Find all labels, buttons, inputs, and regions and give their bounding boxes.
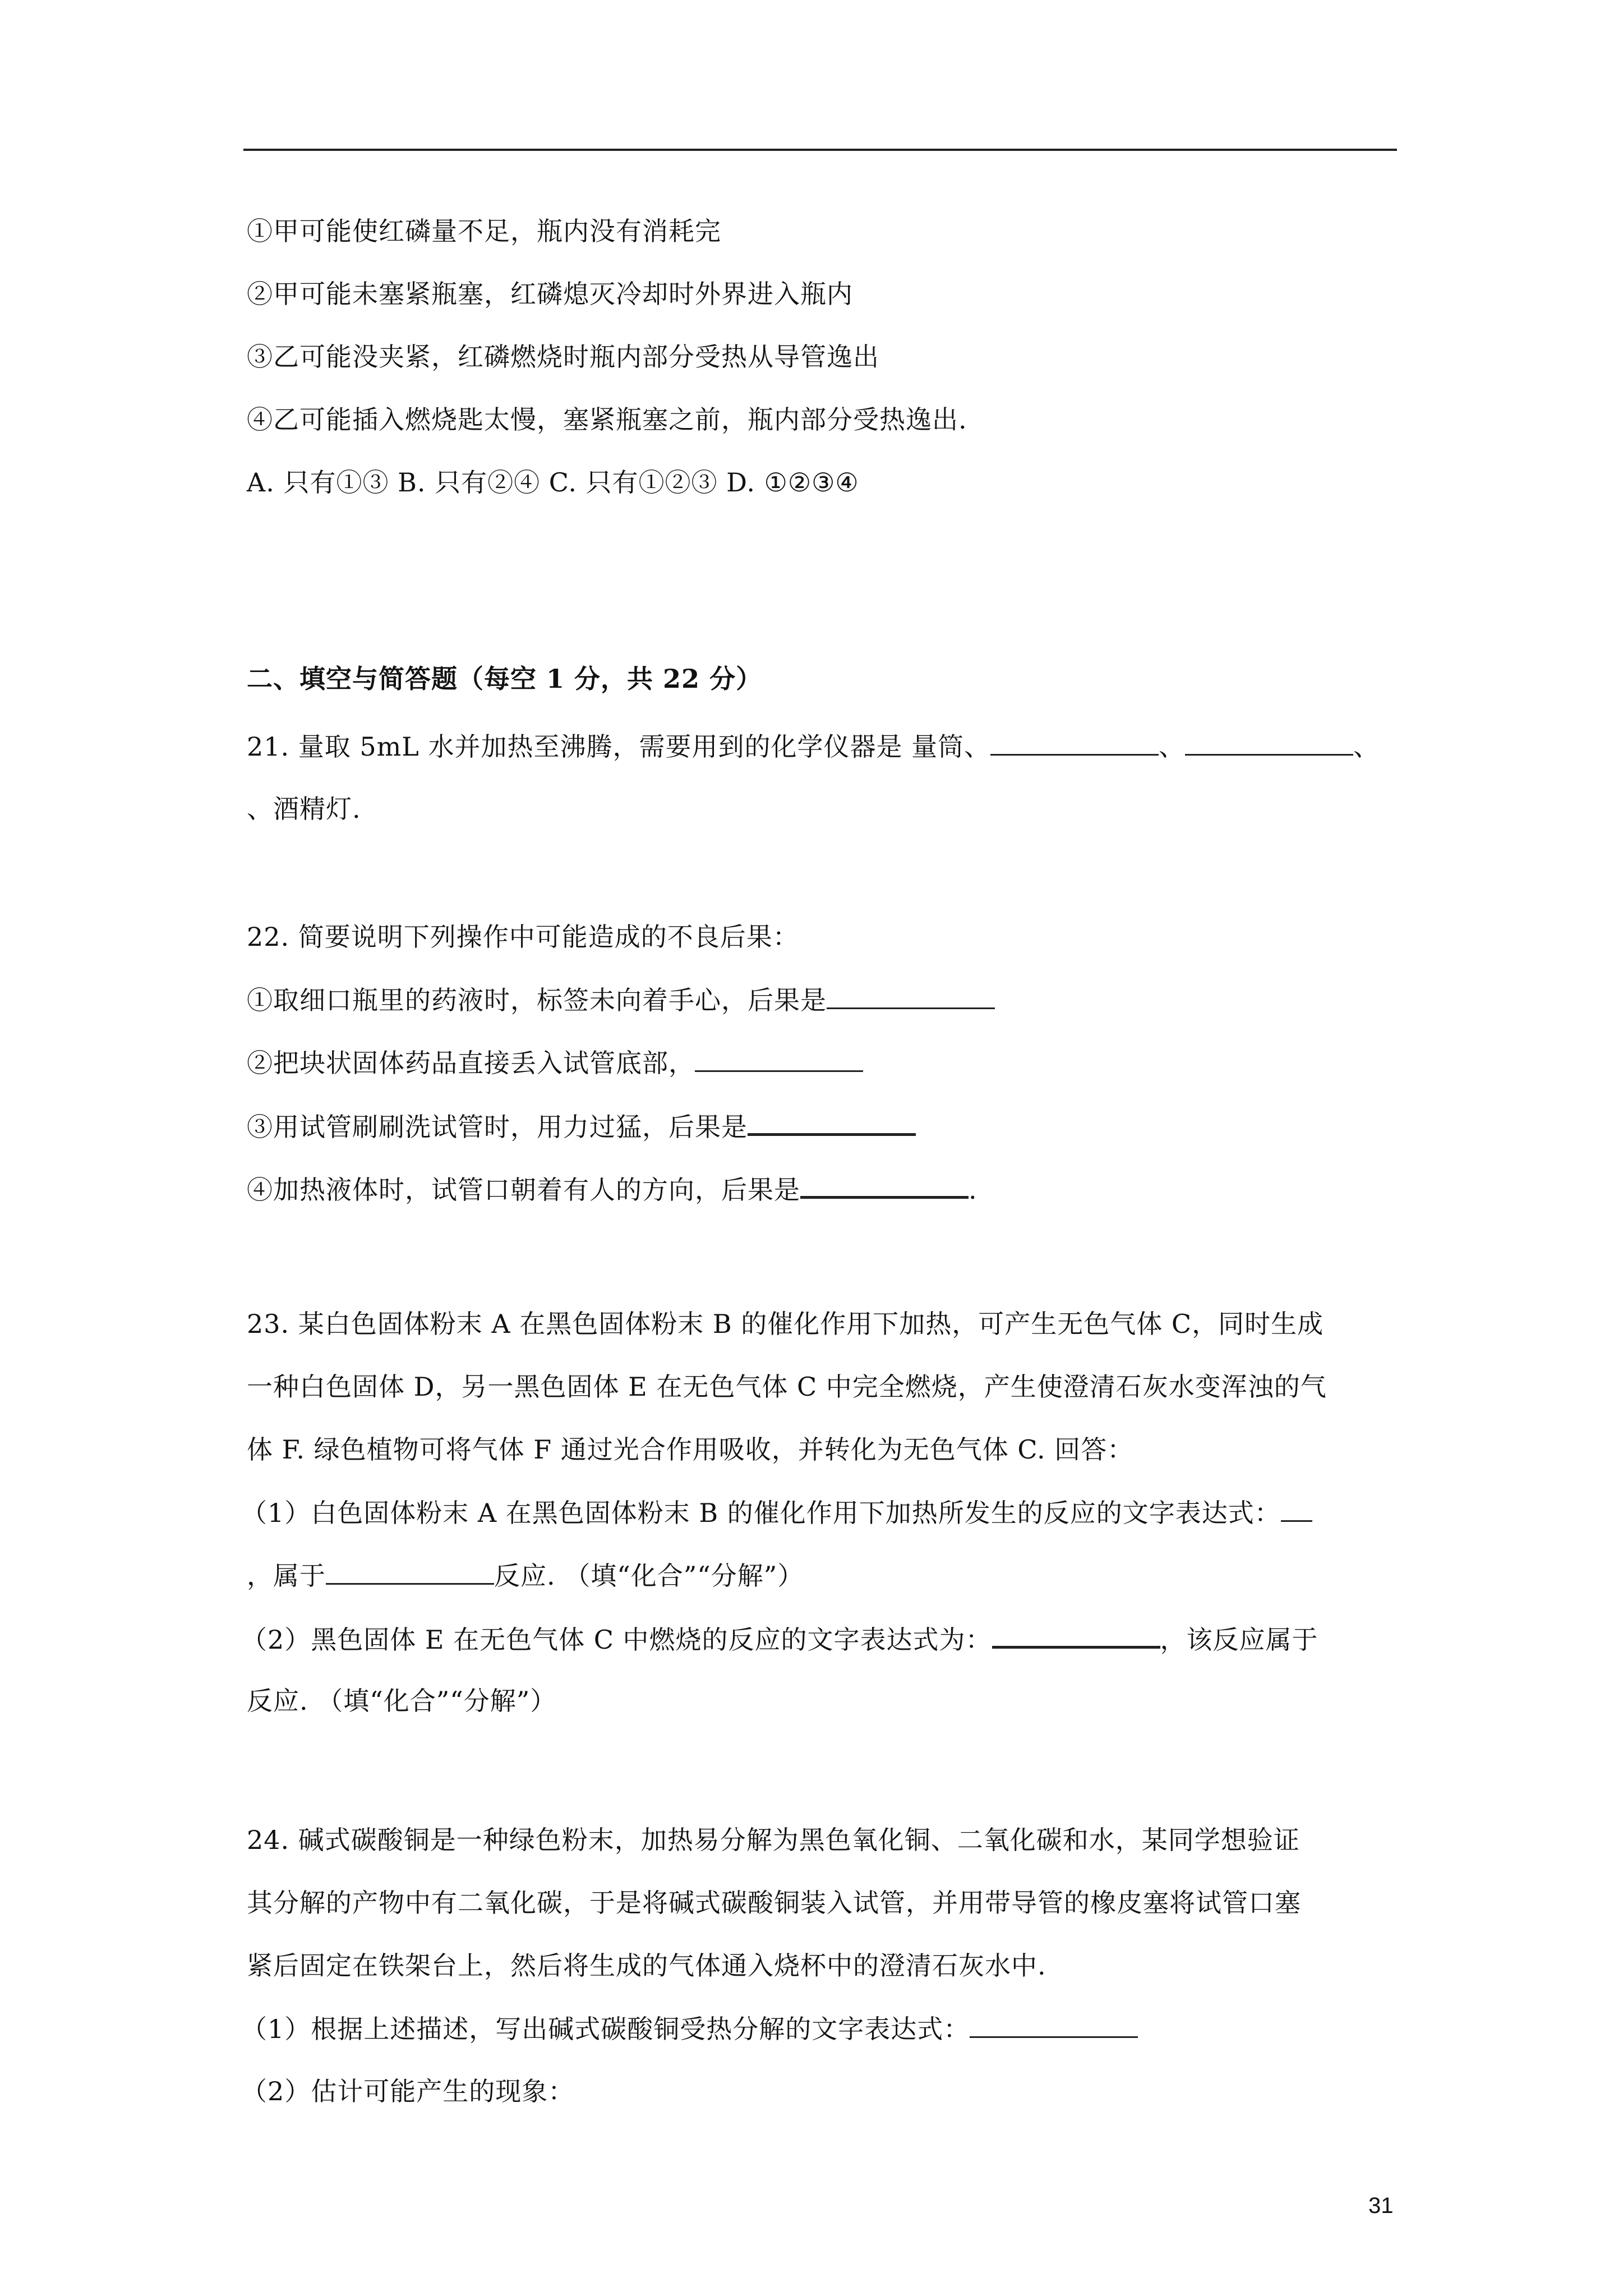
q21-separator: 、 [1159, 731, 1186, 762]
answer-blank[interactable] [827, 983, 995, 1009]
q22-item-1-text: ①取细口瓶里的药液时，标签未向着手心，后果是 [247, 985, 827, 1015]
q24-part1-text: （1）根据上述描述，写出碱式碳酸铜受热分解的文字表达式： [241, 2014, 970, 2044]
q23-part2-post: ，该反应属于 [1160, 1625, 1318, 1655]
q22-item-1 [247, 983, 995, 1017]
q24-line1: 24. 碱式碳酸铜是一种绿色粉末，加热易分解为黑色氧化铜、二氧化碳和水，某同学想验证 [247, 1825, 1300, 1855]
q23-line1: 23. 某白色固体粉末 A 在黑色固体粉末 B 的催化作用下加热，可产生无色气体 C，同时生成 [247, 1309, 1324, 1339]
answer-blank[interactable] [800, 1171, 969, 1199]
option-3: ③乙可能没夹紧，红磷燃烧时瓶内部分受热从导管逸出 [247, 342, 879, 372]
section-title: 二、填空与简答题（每空 1 分，共 22 分） [247, 664, 763, 694]
q24-part1 [241, 2012, 1138, 2046]
q21-separator-end: 、 [1353, 731, 1380, 762]
q23-part1-cont [247, 1558, 804, 1593]
answer-blank[interactable] [326, 1558, 494, 1585]
q22-item-2-text: ②把块状固体药品直接丢入试管底部， [247, 1048, 695, 1078]
answer-blank[interactable] [695, 1046, 863, 1072]
q23-line2: 一种白色固体 D，另一黑色固体 E 在无色气体 C 中完全燃烧，产生使澄清石灰水变浑浊的气 [247, 1372, 1327, 1402]
q24-line2: 其分解的产物中有二氧化碳，于是将碱式碳酸铜装入试管，并用带导管的橡皮塞将试管口塞 [247, 1888, 1301, 1918]
q22-item-4-end: . [969, 1175, 978, 1205]
q24-line3: 紧后固定在铁架台上，然后将生成的气体通入烧杯中的澄清石灰水中. [247, 1950, 1046, 1981]
option-4: ④乙可能插入燃烧匙太慢，塞紧瓶塞之前，瓶内部分受热逸出. [247, 404, 967, 435]
answer-blank[interactable] [992, 1621, 1160, 1649]
answer-blank[interactable] [748, 1108, 916, 1136]
q22-item-4 [247, 1171, 978, 1207]
page-number: 31 [1368, 2193, 1394, 2218]
q22-item-3-text: ③用试管刷刷洗试管时，用力过猛，后果是 [247, 1112, 748, 1142]
option-2: ②甲可能未塞紧瓶塞，红磷熄灭冷却时外界进入瓶内 [247, 279, 853, 309]
q23-part2-cont: 反应. （填“化合”“分解”） [247, 1686, 557, 1716]
q22-item-4-text: ④加热液体时，试管口朝着有人的方向，后果是 [247, 1175, 800, 1205]
q23-part1-pre: ，属于 [247, 1561, 326, 1591]
q23-part2 [241, 1621, 1318, 1657]
q21-line2: 、酒精灯. [247, 794, 361, 824]
q23-part2-text: （2）黑色固体 E 在无色气体 C 中燃烧的反应的文字表达式为： [241, 1625, 992, 1655]
q22-item-2 [247, 1046, 863, 1080]
q23-line3: 体 F. 绿色植物可将气体 F 通过光合作用吸收，并转化为无色气体 C. 回答： [247, 1434, 1134, 1465]
q22-stem: 22. 简要说明下列操作中可能造成的不良后果： [247, 922, 799, 952]
answer-blank[interactable] [970, 2012, 1138, 2038]
answer-blank[interactable] [1281, 1496, 1312, 1522]
answer-blank[interactable] [990, 729, 1159, 756]
option-1: ①甲可能使红磷量不足，瓶内没有消耗完 [247, 216, 721, 246]
q23-part1 [241, 1496, 1312, 1530]
q23-part1-text: （1）白色固体粉末 A 在黑色固体粉末 B 的催化作用下加热所发生的反应的文字表达式： [241, 1498, 1281, 1528]
q21-text: 21. 量取 5mL 水并加热至沸腾，需要用到的化学仪器是 量筒、 [247, 731, 991, 762]
q22-item-3 [247, 1108, 916, 1144]
answer-blank[interactable] [1185, 729, 1353, 756]
header-rule [243, 149, 1397, 151]
q21-line1 [247, 729, 1380, 763]
q23-part1-post: 反应. （填“化合”“分解”） [494, 1561, 804, 1591]
answer-choices: A. 只有①③ B. 只有②④ C. 只有①②③ D. ①②③④ [247, 467, 859, 498]
q24-part2: （2）估计可能产生的现象： [241, 2076, 575, 2106]
